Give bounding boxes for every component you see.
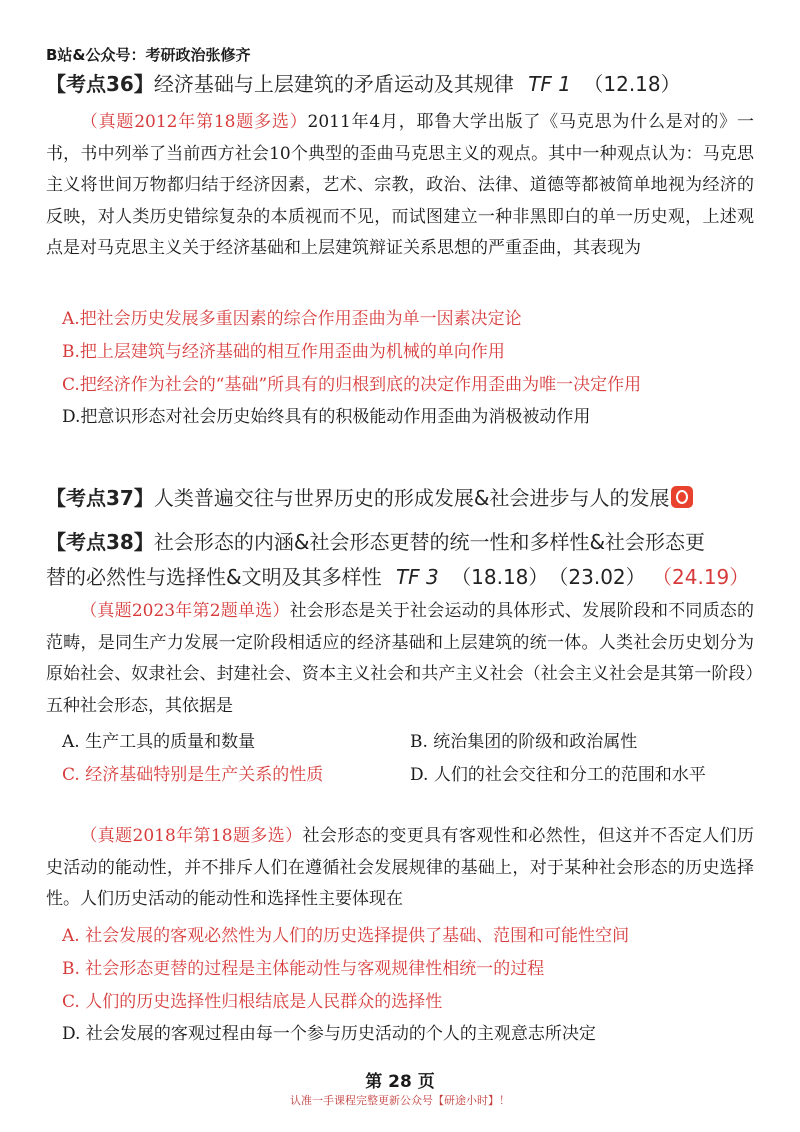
section-38-heading-line1	[46, 526, 705, 555]
option-d: D. 社会发展的客观过程由每一个参与历史活动的个人的主观意志所决定	[62, 1024, 596, 1044]
section-36-heading	[46, 68, 681, 97]
section-38-label: 【考点38】	[46, 530, 154, 554]
section-36-label: 【考点36】	[46, 72, 154, 96]
option-a: A.把社会历史发展多重因素的综合作用歪曲为单一因素决定论	[62, 309, 522, 329]
question-2018-18	[46, 821, 754, 916]
section-38-heading-line2	[46, 561, 749, 590]
question-2023-2	[46, 596, 754, 722]
section-38-tf: TF 3	[395, 565, 439, 589]
footer-note: 认准一手课程完整更新公众号【研途小时】！	[290, 1094, 510, 1107]
question-source: （真题2023年第2题单选）	[80, 601, 290, 621]
section-36-years: （12.18）	[583, 72, 681, 96]
question-source: （真题2018年第18题多选）	[80, 826, 303, 846]
section-38-years-highlight: （24.19）	[652, 565, 750, 589]
page-number: 第 28 页	[365, 1072, 435, 1092]
option-d: D.把意识形态对社会历史始终具有的积极能动作用歪曲为消极被动作用	[62, 407, 591, 427]
section-38-title-line2: 替的必然性与选择性&文明及其多样性	[46, 565, 382, 589]
option-a: A. 社会发展的客观必然性为人们的历史选择提供了基础、范围和可能性空间	[62, 926, 630, 946]
question-stem: 社会形态是关于社会运动的具体形式、发展阶段和不同质态的范畴，是同生产力发展一定阶段相适应的经济基础和上层建筑的统一体。人类社会历史划分为原始社会、奴隶社会、封建社会、资本主义社会和共产主义社会（社会主义社会是其第一阶段）五种社会形态，其依据是	[46, 601, 754, 716]
option-b: B. 社会形态更替的过程是主体能动性与客观规律性相统一的过程	[62, 959, 545, 979]
option-c: C. 人们的历史选择性归根结底是人民群众的选择性	[62, 992, 443, 1012]
option-c: C.把经济作为社会的“基础”所具有的归根到底的决定作用歪曲为唯一决定作用	[62, 375, 642, 395]
section-38-years: （18.18） （23.02）	[451, 565, 646, 589]
section-36-tf: TF 1	[528, 72, 572, 96]
red-circle-icon	[671, 486, 693, 508]
question-stem: 社会形态的变更具有客观性和必然性，但这并不否定人们历史活动的能动性，并不排斥人们在遵循社会发展规律的基础上，对于某种社会形态的历史选择性。人们历史活动的能动性和选择性主要体现在	[46, 826, 754, 909]
section-37-heading	[46, 482, 693, 511]
option-b: B.把上层建筑与经济基础的相互作用歪曲为机械的单向作用	[62, 342, 505, 362]
option-c: C. 经济基础特别是生产关系的性质	[62, 765, 324, 785]
question-stem: 2011年4月，耶鲁大学出版了《马克思为什么是对的》一书，书中列举了当前西方社会10个典型的歪曲马克思主义的观点。其中一种观点认为：马克思主义将世间万物都归结于经济因素，艺术、宗教，政治、法律、道德等都被简单地视为经济的反映，对人类历史错综复杂的本质视而不见，而试图建立一种非黑即白的单一历史观，上述观点是对马克思主义关于经济基础和上层建筑辩证关系思想的严重歪曲，其表现为	[46, 112, 754, 258]
section-38-title-line1: 社会形态的内涵&社会形态更替的统一性和多样性&社会形态更	[153, 530, 706, 554]
section-37-label: 【考点37】	[46, 486, 154, 510]
option-b: B. 统治集团的阶级和政治属性	[410, 732, 638, 752]
option-a: A. 生产工具的质量和数量	[62, 732, 256, 752]
question-2012-18	[46, 107, 754, 265]
brand-header: B站&公众号：考研政治张修齐	[46, 46, 251, 64]
section-36-title: 经济基础与上层建筑的矛盾运动及其规律	[153, 72, 514, 96]
question-source: （真题2012年第18题多选）	[80, 112, 308, 132]
option-d: D. 人们的社会交往和分工的范围和水平	[410, 765, 706, 785]
section-37-title: 人类普遍交往与世界历史的形成发展&社会进步与人的发展	[153, 486, 670, 510]
